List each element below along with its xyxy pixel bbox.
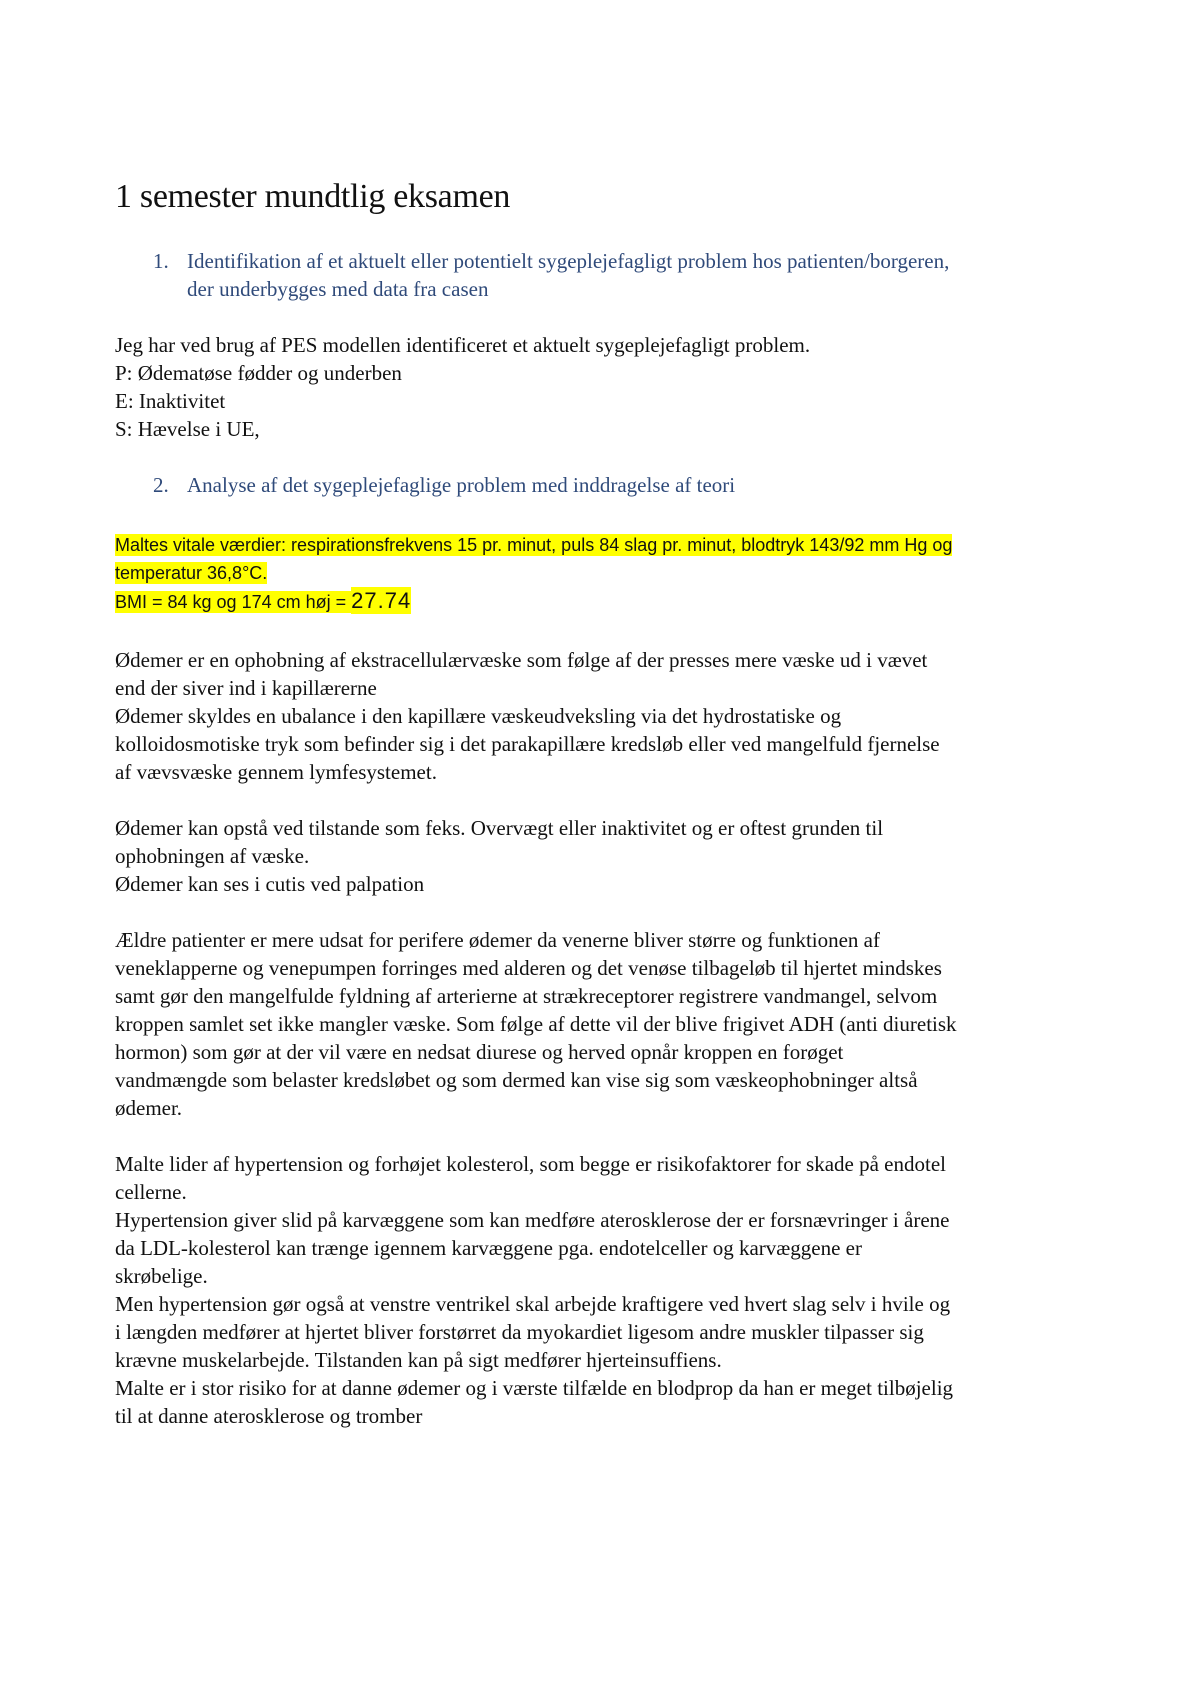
paragraph-3: [115, 926, 1105, 1122]
pes-section: [115, 331, 1105, 443]
paragraph-line: kolloidosmotiske tryk som befinder sig i det parakapillære kredsløb eller ved mangelfuld fjernelse: [115, 732, 940, 756]
bmi-label: BMI = 84 kg og 174 cm høj =: [115, 592, 352, 612]
paragraph-line: krævne muskelarbejde. Tilstanden kan på sigt medfører hjerteinsuffiens.: [115, 1348, 722, 1372]
vitals-highlight: [115, 531, 1105, 616]
paragraph-line: Hypertension giver slid på karvæggene som kan medføre aterosklerose der er forsnævringer i årene: [115, 1208, 950, 1232]
paragraph-line: i længden medfører at hjertet bliver forstørret da myokardiet ligesom andre muskler tilpasser sig: [115, 1320, 924, 1344]
question-1: [115, 247, 1105, 303]
paragraph-line: kroppen samlet set ikke mangler væske. Som følge af dette vil der blive frigivet ADH (anti diuretisk: [115, 1012, 957, 1036]
vitals-line-1: Maltes vitale værdier: respirationsfrekvens 15 pr. minut, puls 84 slag pr. minut, blodtryk 143/92 mm Hg og: [115, 535, 953, 555]
paragraph-line: af vævsvæske gennem lymfesystemet.: [115, 760, 437, 784]
paragraph-line: cellerne.: [115, 1180, 187, 1204]
question-2-number: 2.: [153, 473, 169, 497]
pes-intro: Jeg har ved brug af PES modellen identificeret et aktuelt sygeplejefagligt problem.: [115, 333, 811, 357]
pes-symptom: S: Hævelse i UE,: [115, 417, 260, 441]
paragraph-line: Ødemer kan opstå ved tilstande som feks. Overvægt eller inaktivitet og er oftest grunden til: [115, 816, 884, 840]
paragraph-line: da LDL-kolesterol kan trænge igennem karvæggene pga. endotelceller og karvæggene er: [115, 1236, 862, 1260]
pes-etiology: E: Inaktivitet: [115, 389, 226, 413]
paragraph-1: [115, 646, 1105, 786]
paragraph-line: Ældre patienter er mere udsat for perifere ødemer da venerne bliver større og funktionen af: [115, 928, 880, 952]
bmi-value: 27.74: [351, 588, 412, 613]
paragraph-line: vandmængde som belaster kredsløbet og som dermed kan vise sig som væskeophobninger altså: [115, 1068, 918, 1092]
paragraph-line: Malte er i stor risiko for at danne ødemer og i værste tilfælde en blodprop da han er meget tilbøjelig: [115, 1376, 954, 1400]
paragraph-line: hormon) som gør at der vil være en nedsat diurese og herved opnår kroppen en forøget: [115, 1040, 844, 1064]
paragraph-line: skrøbelige.: [115, 1264, 208, 1288]
question-2-text: Analyse af det sygeplejefaglige problem med inddragelse af teori: [187, 473, 736, 497]
paragraph-line: Ødemer kan ses i cutis ved palpation: [115, 872, 425, 896]
paragraph-line: Ødemer er en ophobning af ekstracellulærvæske som følge af der presses mere væske ud i vævet: [115, 648, 928, 672]
vitals-line-2: temperatur 36,8°C.: [115, 563, 268, 583]
paragraph-line: ødemer.: [115, 1096, 183, 1120]
document-title: 1 semester mundtlig eksamen: [115, 178, 511, 215]
question-1-number: 1.: [153, 249, 169, 273]
question-2: [115, 471, 1105, 499]
pes-problem: P: Ødematøse fødder og underben: [115, 361, 402, 385]
paragraph-2: [115, 814, 1105, 898]
paragraph-line: ophobningen af væske.: [115, 844, 310, 868]
paragraph-line: Ødemer skyldes en ubalance i den kapillære væskeudveksling via det hydrostatiske og: [115, 704, 842, 728]
paragraph-line: samt gør den mangelfulde fyldning af arterierne at strækreceptorer registrere vandmangel, selvom: [115, 984, 938, 1008]
paragraph-line: Men hypertension gør også at venstre ventrikel skal arbejde kraftigere ved hvert slag selv i hvile og: [115, 1292, 951, 1316]
paragraph-line: end der siver ind i kapillærerne: [115, 676, 377, 700]
question-1-line-1: Identifikation af et aktuelt eller potentielt sygeplejefagligt problem hos patienten/borgeren,: [187, 249, 950, 273]
paragraph-line: til at danne aterosklerose og tromber: [115, 1404, 423, 1428]
question-1-line-2: der underbygges med data fra casen: [187, 277, 489, 301]
document-body: [115, 175, 1105, 1430]
paragraph-line: Malte lider af hypertension og forhøjet kolesterol, som begge er risikofaktorer for skade på endotel: [115, 1152, 946, 1176]
paragraph-line: veneklapperne og venepumpen forringes med alderen og det venøse tilbageløb til hjertet mindskes: [115, 956, 942, 980]
paragraph-4: [115, 1150, 1105, 1430]
